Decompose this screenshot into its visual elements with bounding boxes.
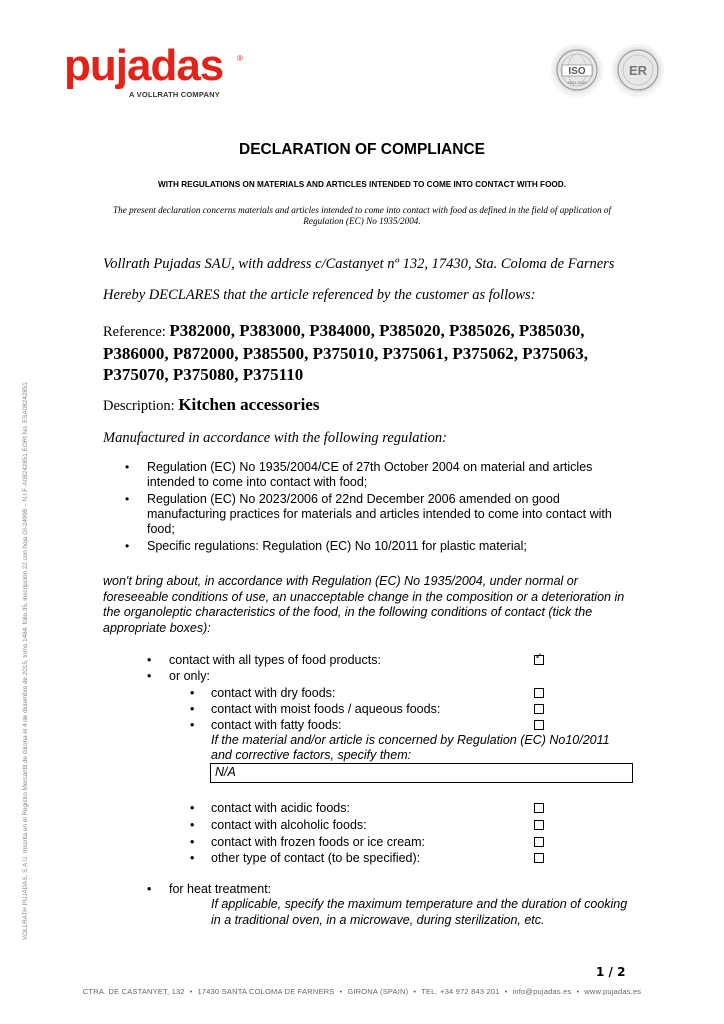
bullet-icon: • [147, 653, 152, 667]
all-types-checkbox[interactable] [534, 655, 544, 665]
list-item [125, 492, 627, 537]
footer-city: 17430 SANTA COLOMA DE FARNERS [197, 987, 335, 996]
alcoholic-foods-checkbox[interactable] [534, 820, 544, 830]
separator-icon: • [189, 987, 193, 996]
separator-icon: • [576, 987, 580, 996]
footer-contact-line [0, 987, 724, 996]
iso-badge-sub: 9001:2015 [567, 80, 587, 85]
bullet-icon: • [190, 851, 195, 865]
logo-tagline: A VOLLRATH COMPANY [129, 90, 220, 99]
other-contact-checkbox[interactable] [534, 853, 544, 863]
separator-icon: • [504, 987, 508, 996]
bullet-icon: • [190, 686, 195, 700]
er-certification-badge [615, 47, 661, 93]
company-address-line: Vollrath Pujadas SAU, with address c/Castanyet nº 132, 17430, Sta. Coloma de Farners [103, 256, 615, 272]
separator-icon: • [339, 987, 343, 996]
regulations-list [125, 460, 627, 556]
footer-email[interactable]: info@pujadas.es [512, 987, 572, 996]
dry-foods-label: contact with dry foods: [211, 686, 336, 700]
heat-treatment-note: If applicable, specify the maximum temperature and the duration of cooking in a traditional oven, in a microwave, during sterilization, etc. [211, 897, 628, 927]
acidic-foods-checkbox[interactable] [534, 803, 544, 813]
document-title: DECLARATION OF COMPLIANCE [239, 141, 485, 158]
reference-label: Reference: [103, 324, 170, 340]
er-badge-text: ER [628, 63, 648, 78]
reference-block [103, 320, 623, 385]
footer-phone: TEL. +34 972 843 201 [421, 987, 500, 996]
regulation-text: Specific regulations: Regulation (EC) No 10/2011 for plastic material; [147, 539, 527, 553]
bullet-icon: • [125, 492, 130, 506]
bullet-icon: • [147, 882, 152, 896]
dry-foods-checkbox[interactable] [534, 688, 544, 698]
bullet-icon: • [125, 460, 130, 474]
frozen-foods-label: contact with frozen foods or ice cream: [211, 835, 425, 849]
document-subtitle: WITH REGULATIONS ON MATERIALS AND ARTICLES INTENDED TO COME INTO CONTACT WITH FOOD. [158, 180, 566, 189]
bullet-icon: • [190, 801, 195, 815]
other-contact-label: other type of contact (to be specified): [211, 851, 421, 865]
bullet-icon: • [147, 669, 152, 683]
fatty-foods-label: contact with fatty foods: [211, 718, 342, 732]
regulation-text: Regulation (EC) No 2023/2006 of 22nd December 2006 amended on good manufacturing practices for materials and articles intended to come into contact with food; [147, 492, 612, 536]
bullet-icon: • [190, 835, 195, 849]
footer-address: CTRA. DE CASTANYET, 132 [82, 987, 185, 996]
iso-certification-badge [554, 47, 600, 93]
intro-paragraph: The present declaration concerns materials and articles intended to come into contact with food as defined in the field of application of Regulation (EC) No 1935/2004. [112, 205, 611, 226]
manufactured-line: Manufactured in accordance with the following regulation: [103, 430, 447, 446]
declares-line: Hereby DECLARES that the article referenced by the customer as follows: [103, 287, 536, 303]
fatty-foods-checkbox[interactable] [534, 720, 544, 730]
list-item [125, 539, 627, 554]
pujadas-logo: pujadas [64, 41, 224, 90]
registered-mark: ® [237, 54, 243, 63]
description-block [103, 395, 319, 415]
heat-treatment-label: for heat treatment: [169, 882, 272, 896]
reference-value: P382000, P383000, P384000, P385020, P385026, P385030, P386000, P872000, P385500, P375010, P375061, P375062, P375063, P375070, P375080, P375110 [103, 321, 588, 384]
bullet-icon: • [125, 539, 130, 553]
moist-foods-label: contact with moist foods / aqueous foods: [211, 702, 441, 716]
list-item [125, 460, 627, 490]
acidic-foods-label: contact with acidic foods: [211, 801, 350, 815]
company-registry-side-text: VOLLRATH PUJADAS, S.A.U. Inscrita en el Registro Mercantil de Girona el 4 de diciembre de 2015, tomo 1484, folio 35, inscripción 22 con hoja GI-24999 – N.I.F. A08242851 EORI No. ESA08242851 [22, 382, 29, 940]
bullet-icon: • [190, 718, 195, 732]
frozen-foods-checkbox[interactable] [534, 837, 544, 847]
page-number: 1 / 2 [596, 965, 626, 979]
fatty-foods-note: If the material and/or article is concerned by Regulation (EC) No10/2011 and corrective factors, specify them: [211, 733, 610, 762]
all-types-label: contact with all types of food products: [169, 653, 381, 667]
or-only-label: or only: [169, 669, 210, 683]
footer-region: GIRONA (SPAIN) [347, 987, 409, 996]
description-label: Description: [103, 398, 179, 414]
regulation-text: Regulation (EC) No 1935/2004/CE of 27th October 2004 on material and articles intended to come into contact with food; [147, 460, 593, 489]
description-value: Kitchen accessories [178, 395, 320, 414]
separator-icon: • [413, 987, 417, 996]
footer-website[interactable]: www.pujadas.es [584, 987, 642, 996]
moist-foods-checkbox[interactable] [534, 704, 544, 714]
alcoholic-foods-label: contact with alcoholic foods: [211, 818, 367, 832]
iso-badge-text: ISO [568, 66, 586, 77]
corrective-factors-field[interactable]: N/A [210, 763, 633, 783]
bullet-icon: • [190, 818, 195, 832]
bullet-icon: • [190, 702, 195, 716]
conditions-paragraph: won't bring about, in accordance with Regulation (EC) No 1935/2004, under normal or foreseeable conditions of use, an unacceptable change in the composition or a deterioration in the organoleptic characteristics of the food, in the following conditions of contact (tick the appropriate boxes): [103, 574, 625, 635]
